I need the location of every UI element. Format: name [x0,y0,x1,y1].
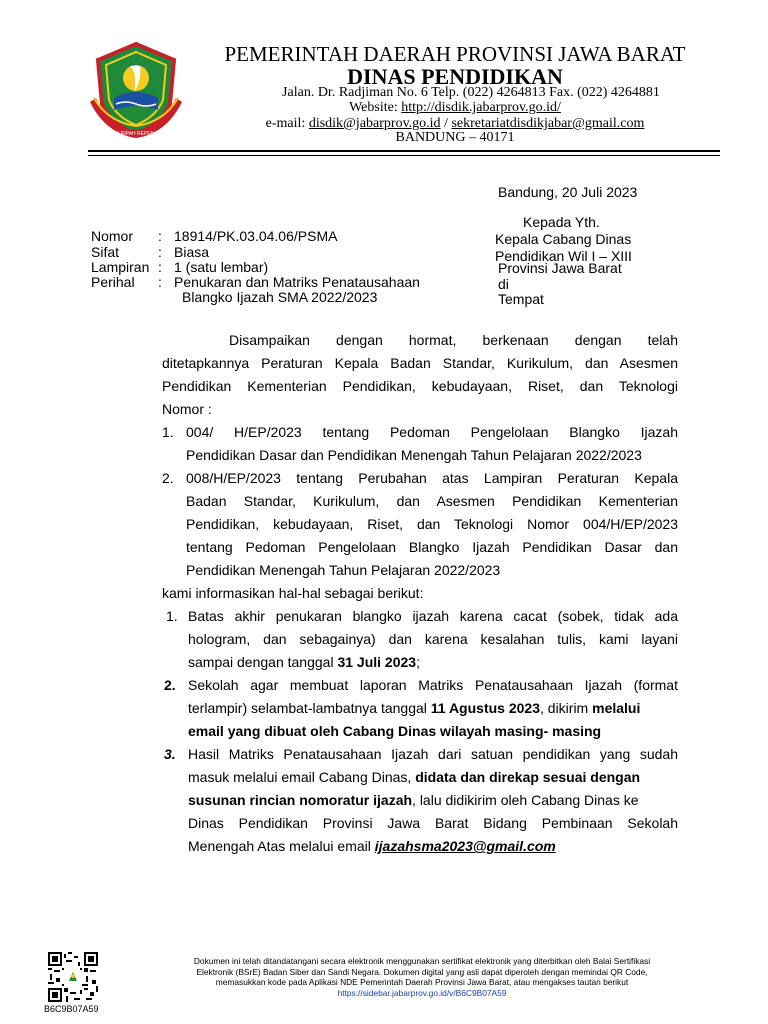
item-number: 2. [164,677,176,693]
reg-line: 008/H/EP/2023 tentang Perubahan atas Lampiran Peraturan Kepala [186,470,678,486]
intro-line: Nomor : [162,401,212,417]
item-line: Dinas Pendidikan Provinsi Jawa Barat Bidang Pembinaan Sekolah [188,815,678,831]
recipient-line: Pendidikan Wil I – XIII [495,248,632,264]
nomor-label: Nomor [91,228,134,244]
item-text: , dikirim [540,700,593,716]
svg-text:GEMAH RIPAH REPEH RAPIH: GEMAH RIPAH REPEH RAPIH [101,131,171,137]
notice-line: Dokumen ini telah ditandatangani secara elektronik menggunakan sertifikat elektronik yang diterbitkan oleh Balai Sertifikasi [193,956,651,966]
recipient-line: di [498,276,509,292]
perihal-value: Penukaran dan Matriks Penatausahaan [174,274,420,290]
item-text-bold: melalui [592,700,641,716]
reg-number: 1. [162,424,174,440]
email-link-2[interactable]: sekretariatdisdikjabar@gmail.com [451,116,645,131]
item-line [188,766,640,789]
sifat-value: Biasa [174,244,210,260]
reg-number: 2. [162,470,174,486]
lead-text: kami informasikan hal-hal sebagai berikut: [162,585,424,601]
item-number: 1. [166,608,178,624]
department-name: DINAS PENDIDIKAN [347,64,563,89]
deadline-date: 31 Juli 2023 [337,654,417,670]
email-separator: / [440,116,452,131]
item-text: terlampir) selambat-lambatnya tanggal [188,700,431,716]
perihal-value-cont: Blangko Ijazah SMA 2022/2023 [182,289,378,305]
notice-line: Elektronik (BSrE) Badan Siber dan Sandi Negara. Dokumen digital yang asli dapat diperoleh dengan memindai QR Code, [196,966,648,977]
nomor-value: 18914/PK.03.04.06/PSMA [174,228,338,244]
recipient-line: Kepala Cabang Dinas [495,231,632,247]
e-signature-notice [132,956,712,998]
colon: : [158,274,162,290]
item-line: hologram, dan sebagainya) dan karena kesalahan tulis, kami layani [188,631,678,647]
city-postcode: BANDUNG – 40171 [395,130,515,145]
submission-email-link[interactable]: ijazahsma2023@gmail.com [374,838,556,854]
item-line: Sekolah agar membuat laporan Matriks Penatausahaan Ijazah (format [188,677,678,693]
sifat-label: Sifat [91,244,120,260]
item-text: Menengah Atas melalui email [188,838,375,854]
item-text-bold: susunan rincian nomoratur ijazah [188,792,413,808]
intro-line: ditetapkannya Peraturan Kepala Badan Standar, Kurikulum, dan Asesmen [162,355,678,371]
item-line: email yang dibuat oleh Cabang Dinas wilayah masing- masing [188,723,602,739]
item-line [188,789,639,812]
notice-line: memasukkan kode pada Aplikasi NDE Pemerintah Daerah Provinsi Jawa Barat, atau mengakses tautan berikut [215,977,629,988]
item-text: sampai dengan tanggal [188,654,338,670]
item-text: masuk melalui email Cabang Dinas, [188,769,416,785]
reg-line: Pendidikan Menengah Tahun Pelajaran 2022/2023 [186,562,501,578]
reg-line: tentang Pedoman Pengelolaan Blangko Ijazah Pendidikan Dasar dan [186,539,678,555]
verification-link[interactable]: https://sidebar.jabarprov.go.id/v/B6C9B07A59 [337,987,507,998]
colon: : [158,244,162,260]
qr-code-icon[interactable] [48,952,98,1002]
item-line: Batas akhir penukaran blangko ijazah karena cacat (sobek, tidak ada [188,608,678,624]
document-code: B6C9B07A59 [44,1004,99,1014]
intro-line: Disampaikan dengan hormat, berkenaan dengan telah [229,332,678,348]
item-line: Hasil Matriks Penatausahaan Ijazah dari satuan pendidikan yang sudah [188,746,678,762]
intro-line: Pendidikan Kementerian Pendidikan, kebudayaan, Riset, dan Teknologi [162,378,678,394]
recipient-line: Tempat [498,291,544,307]
item-line [188,651,420,674]
letter-date: Bandung, 20 Juli 2023 [498,184,638,200]
recipient-line: Kepada Yth. [523,214,600,230]
government-name: PEMERINTAH DAERAH PROVINSI JAWA BARAT [224,42,686,66]
website-label: Website: [349,100,402,115]
recipient-line: Provinsi Jawa Barat [498,260,622,276]
item-line [188,697,640,720]
reg-line: 004/ H/EP/2023 tentang Pedoman Pengelolaan Blangko Ijazah [186,424,678,440]
reg-line: Pendidikan Dasar dan Pendidikan Menengah Tahun Pelajaran 2022/2023 [186,447,642,463]
address-line: Jalan. Dr. Radjiman No. 6 Telp. (022) 4264813 Fax. (022) 4264881 [282,85,660,100]
website-link[interactable]: http://disdik.jabarprov.go.id/ [401,100,561,115]
item-number: 3. [164,746,176,762]
item-text: ; [416,654,420,670]
deadline-date: 11 Agustus 2023 [430,700,540,716]
perihal-label: Perihal [91,274,135,290]
website-line [190,100,720,116]
lampiran-label: Lampiran [91,259,150,275]
item-text: , lalu didikirim oleh Cabang Dinas ke [412,792,639,808]
letterhead-rule-thick [88,150,720,152]
item-text-bold: didata dan direkap sesuai dengan [415,769,641,785]
reg-line: Pendidikan, kebudayaan, Riset, dan Teknologi Nomor 004/H/EP/2023 [186,516,678,532]
west-java-emblem-icon [86,38,186,142]
email-link-1[interactable]: disdik@jabarprov.go.id [308,116,441,131]
reg-line: Badan Standar, Kurikulum, dan Asesmen Pendidikan Kementerian [186,493,678,509]
lampiran-value: 1 (satu lembar) [174,259,269,275]
email-label: e-mail: [265,116,309,131]
colon: : [158,228,162,244]
colon: : [158,259,162,275]
letterhead-rule-thin [88,155,720,156]
item-line [188,835,556,858]
